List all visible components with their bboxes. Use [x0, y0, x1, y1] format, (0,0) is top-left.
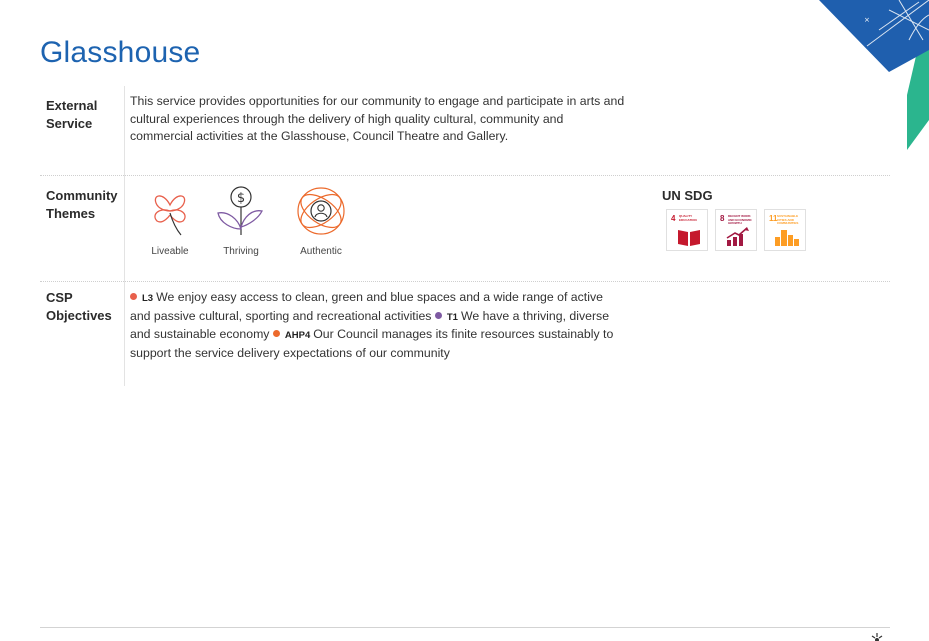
- theme-liveable: [135, 183, 205, 257]
- theme-label: Thriving: [223, 246, 259, 257]
- theme-authentic: [286, 183, 356, 257]
- section-divider: [40, 175, 890, 176]
- sdg-caption: QUALITY EDUCATION: [679, 214, 697, 222]
- service-label: External Service: [46, 98, 98, 131]
- objective-code: AHP4: [284, 330, 311, 341]
- csp-objectives: [130, 289, 625, 362]
- sdg-number: 4: [671, 214, 676, 223]
- objective-text: Our Council manages its finite resources sustainably to support the service delivery expectations of our community: [130, 327, 614, 360]
- themes-label: Community Themes: [46, 188, 118, 221]
- theme-label: Liveable: [151, 246, 189, 257]
- objective-dot: [273, 330, 280, 337]
- page-title: Glasshouse: [40, 36, 201, 69]
- csp-label: CSP Objectives: [46, 290, 112, 323]
- objective-code: T1: [446, 311, 458, 323]
- objective-text: We enjoy easy access to clean, green and blue spaces and a wide range of active and passive cultural, sporting and recreational activities: [130, 290, 603, 323]
- section-divider: [40, 281, 890, 282]
- footer-divider: [40, 627, 890, 628]
- footer-logo-icon: [870, 633, 884, 641]
- dollar-plant-icon: [214, 183, 268, 237]
- theme-label: Authentic: [300, 246, 342, 257]
- sdg-number: 8: [720, 214, 725, 223]
- book-icon: [676, 227, 702, 247]
- sdg-number: 11: [769, 214, 778, 223]
- growth-chart-icon: [725, 227, 751, 247]
- objective-dot: [435, 312, 442, 319]
- corner-decoration: [819, 0, 929, 160]
- sdg-tile-8: [715, 209, 757, 251]
- svg-text:$: $: [236, 191, 246, 206]
- objective-code: L3: [142, 293, 154, 304]
- theme-thriving: [206, 183, 276, 257]
- objective-dot: [130, 293, 137, 300]
- sdg-title: UN SDG: [662, 188, 713, 203]
- sdg-caption: SUSTAINABLE CITIES AND COMMUNITIES: [777, 214, 799, 225]
- person-orbit-icon: [294, 183, 348, 237]
- svg-text:×: ×: [864, 16, 870, 24]
- service-description: This service provides opportunities for our community to engage and participate in arts and cultural experiences through the delivery of high quality cultural, community and commercial activities at the Glasshouse, Council Theatre and Gallery.: [130, 94, 625, 143]
- sdg-caption: DECENT WORK AND ECONOMIC GROWTH: [728, 214, 752, 225]
- sdg-tile-4: [666, 209, 708, 251]
- sdg-tile-11: [764, 209, 806, 251]
- city-icon: [774, 227, 800, 247]
- clover-heart-icon: [143, 183, 197, 237]
- column-divider: [124, 86, 125, 386]
- objective-text: We have a thriving, diverse and sustainable economy: [130, 308, 610, 341]
